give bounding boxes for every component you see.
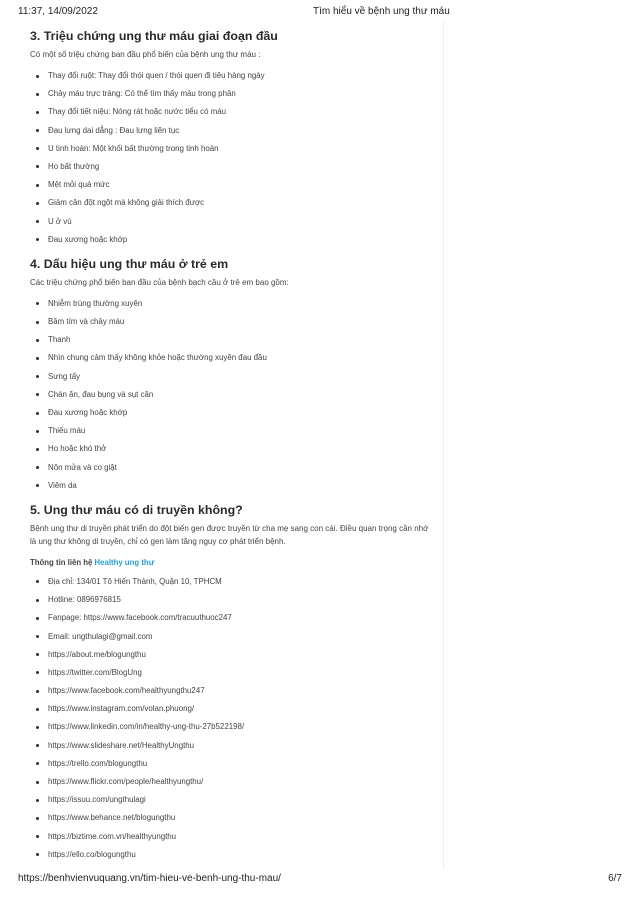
list-item: Thay đổi ruột: Thay đổi thói quen / thói quen đi tiêu hàng ngày xyxy=(30,71,435,89)
list-item: U ở vú xyxy=(30,217,435,235)
section-4-list xyxy=(30,299,435,499)
contact-hotline: Hotline: 0896976815 xyxy=(30,595,435,613)
print-timestamp: 11:37, 14/09/2022 xyxy=(18,6,98,17)
list-item: Nhiễm trùng thường xuyên xyxy=(30,299,435,317)
contact-brand-link[interactable]: Healthy ung thư xyxy=(94,557,155,567)
contact-email[interactable]: Email: ungthulagi@gmail.com xyxy=(30,632,435,650)
contact-link[interactable]: https://www.flickr.com/people/healthyungthu/ xyxy=(30,777,435,795)
contact-link[interactable]: https://www.behance.net/blogungthu xyxy=(30,813,435,831)
section-4-heading: 4. Dấu hiệu ung thư máu ở trẻ em xyxy=(30,256,229,271)
list-item: Giảm cân đột ngột mà không giải thích được xyxy=(30,198,435,216)
section-5-body: Bệnh ung thư di truyền phát triển do đột biến gen được truyền từ cha mẹ sang con cái. Điều quan trọng cần nhớ là ung thư không di truyền, chỉ có gen làm tăng nguy cơ phát triển bệnh. xyxy=(30,523,429,546)
contact-link[interactable]: https://ello.co/blogungthu xyxy=(30,850,435,868)
list-item: Đau lưng dai dẳng : Đau lưng liên tục xyxy=(30,126,435,144)
print-header xyxy=(18,6,450,18)
section-3-intro: Có một số triệu chứng ban đầu phổ biến của bệnh ung thư máu : xyxy=(30,50,261,59)
print-footer xyxy=(18,873,622,885)
page-number: 6/7 xyxy=(608,873,622,884)
section-5-heading: 5. Ung thư máu có di truyền không? xyxy=(30,502,243,517)
list-item: Viêm da xyxy=(30,481,435,499)
list-item: Thiếu máu xyxy=(30,426,435,444)
contact-link[interactable]: https://www.facebook.com/healthyungthu247 xyxy=(30,686,435,704)
contact-link[interactable]: https://about.me/blogungthu xyxy=(30,650,435,668)
list-item: Bầm tím và chảy máu xyxy=(30,317,435,335)
list-item: Chảy máu trực tràng: Có thể tìm thấy máu trong phân xyxy=(30,89,435,107)
contact-fanpage[interactable]: Fanpage: https://www.facebook.com/tracuuthuoc247 xyxy=(30,613,435,631)
contact-address: Địa chỉ: 134/01 Tô Hiến Thành, Quận 10, TPHCM xyxy=(30,577,435,595)
list-item: U tinh hoàn: Một khối bất thường trong tinh hoàn xyxy=(30,144,435,162)
contact-info-title xyxy=(30,558,435,568)
list-item: Nhìn chung cảm thấy không khỏe hoặc thường xuyên đau đầu xyxy=(30,353,435,371)
article-content xyxy=(30,28,435,868)
list-item: Sưng tấy xyxy=(30,372,435,390)
contact-link[interactable]: https://www.slideshare.net/HealthyUngthu xyxy=(30,741,435,759)
contact-link[interactable]: https://biztime.com.vn/healthyungthu xyxy=(30,832,435,850)
column-divider xyxy=(443,20,444,870)
list-item: Thay đổi tiết niệu: Nóng rát hoặc nước tiểu có máu xyxy=(30,107,435,125)
list-item: Mệt mỏi quá mức xyxy=(30,180,435,198)
contact-link[interactable]: https://www.instagram.com/volan.phuong/ xyxy=(30,704,435,722)
list-item: Ho bất thường xyxy=(30,162,435,180)
section-3-list xyxy=(30,71,435,253)
contact-link[interactable]: https://issuu.com/ungthulagi xyxy=(30,795,435,813)
list-item: Đau xương hoặc khớp xyxy=(30,408,435,426)
list-item: Ho hoặc khó thở xyxy=(30,444,435,462)
section-4-intro: Các triệu chứng phổ biến ban đầu của bệnh bạch cầu ở trẻ em bao gồm: xyxy=(30,277,289,287)
contact-link[interactable]: https://trello.com/blogungthu xyxy=(30,759,435,777)
contact-label: Thông tin liên hệ xyxy=(30,557,93,567)
list-item: Thanh xyxy=(30,335,435,353)
contact-list xyxy=(30,577,435,868)
contact-link[interactable]: https://twitter.com/BlogUng xyxy=(30,668,435,686)
list-item: Đau xương hoặc khớp xyxy=(30,235,435,253)
list-item: Chán ăn, đau bụng và sụt cân xyxy=(30,390,435,408)
section-3-heading: 3. Triệu chứng ung thư máu giai đoạn đầu xyxy=(30,29,278,43)
list-item: Nôn mửa và co giật xyxy=(30,463,435,481)
print-url[interactable]: https://benhvienvuquang.vn/tim-hieu-ve-benh-ung-thu-mau/ xyxy=(18,873,281,884)
contact-link[interactable]: https://www.linkedin.com/in/healthy-ung-thu-27b522198/ xyxy=(30,722,435,740)
print-doc-title: Tìm hiểu về bệnh ung thư máu xyxy=(313,6,450,17)
